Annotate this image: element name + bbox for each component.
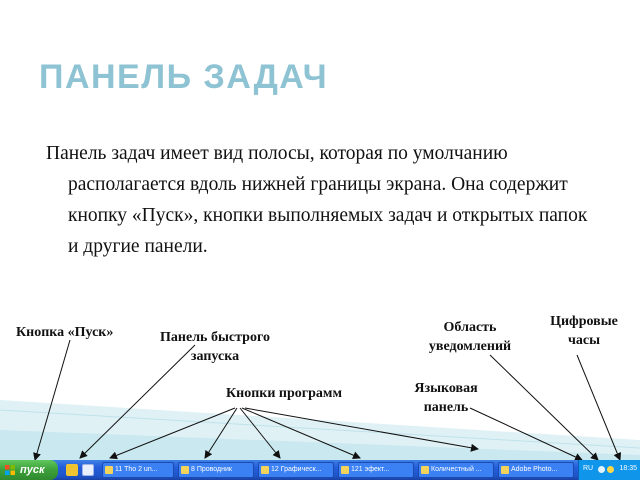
network-icon[interactable] — [598, 466, 605, 473]
taskbar-button-label: 11 Tho 2 un... — [115, 466, 158, 473]
taskbar-button-1[interactable] — [102, 462, 174, 478]
window-icon — [105, 466, 113, 474]
arrow-program-button-2 — [205, 408, 237, 458]
clock[interactable]: 18:35 — [619, 465, 637, 472]
taskbar-button-3[interactable] — [258, 462, 334, 478]
start-button[interactable] — [0, 460, 58, 480]
taskbar-button-5[interactable] — [418, 462, 494, 478]
taskbar-button-label: Количестный ... — [431, 466, 482, 473]
windows-flag-icon — [5, 465, 15, 475]
taskbar-button-4[interactable] — [338, 462, 414, 478]
label-digital-clock: Цифровые часы — [550, 314, 618, 348]
arrow-notification-area — [490, 355, 598, 460]
label-language-bar: Языковая панель — [414, 381, 478, 415]
taskbar-button-label: 8 Проводник — [191, 466, 232, 473]
arrow-program-button-1 — [110, 408, 235, 458]
taskbar-button-2[interactable] — [178, 462, 254, 478]
notification-area — [578, 460, 640, 480]
photoshop-icon — [501, 466, 509, 474]
taskbar — [0, 460, 640, 480]
taskbar-button-6[interactable] — [498, 462, 574, 478]
window-icon — [341, 466, 349, 474]
slide-body-text: Панель задач имеет вид полосы, которая по умолчанию располагается вдоль нижней границы экрана. Она содержит кнопку «Пуск», кнопки выполняемых задач и открытых папок и другие панели. — [46, 143, 588, 257]
taskbar-button-label: 121 эфект... — [351, 466, 390, 473]
taskbar-button-label: Adobe Photo... — [511, 466, 558, 473]
label-program-buttons: Кнопки программ — [226, 386, 342, 401]
label-start-button: Кнопка «Пуск» — [16, 325, 114, 340]
quick-launch-browser-icon[interactable] — [66, 464, 78, 476]
document-icon — [421, 466, 429, 474]
folder-icon — [181, 466, 189, 474]
quick-launch-toolbar — [64, 463, 100, 477]
slide-title: ПАНЕЛЬ ЗАДАЧ — [39, 58, 329, 96]
start-label: пуск — [20, 464, 45, 476]
arrow-digital-clock — [577, 355, 620, 460]
label-notification-area: Область уведомлений — [428, 320, 512, 354]
label-quick-launch: Панель быстрого запуска — [160, 330, 270, 364]
language-indicator[interactable]: RU — [583, 465, 594, 472]
volume-icon[interactable] — [607, 466, 614, 473]
arrow-start-button — [35, 340, 70, 460]
taskbar-button-label: 12 Графическ... — [271, 466, 322, 473]
quick-launch-desktop-icon[interactable] — [82, 464, 94, 476]
window-icon — [261, 466, 269, 474]
